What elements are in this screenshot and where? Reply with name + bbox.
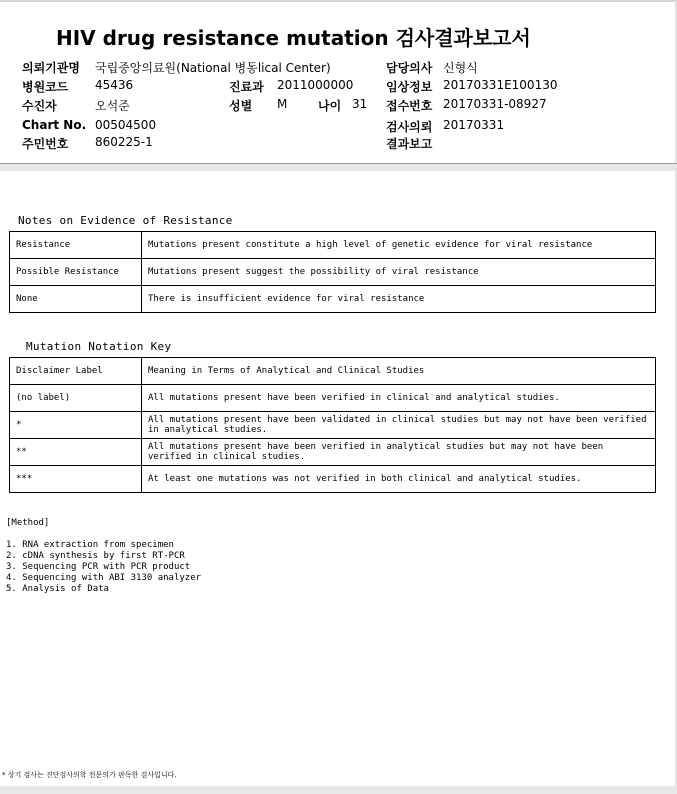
evidence-term: Resistance [10,232,142,259]
bottom-band [0,786,677,794]
chart-no-label: Chart No. [22,118,87,132]
hospital-code-label: 병원코드 [22,80,69,94]
receipt-no-value: 20170331-08927 [443,97,547,111]
notation-meaning: All mutations present have been validated in clinical studies but may not have been verified in analytical studies. [142,412,656,439]
method-step: 5. Analysis of Data [6,584,109,594]
table-row [10,286,656,313]
top-border [0,0,677,2]
age-value: 31 [352,97,368,111]
department-label: 진료과 [229,80,264,94]
patient-value: 오석준 [95,99,130,113]
evidence-term: Possible Resistance [10,259,142,286]
notation-meaning: All mutations present have been verified in clinical and analytical studies. [142,385,656,412]
table-row [10,385,656,412]
table-row [10,466,656,493]
footnote: * 상기 검사는 진단검사의학 전문의가 판독한 검사입니다. [2,771,177,779]
table-row [10,358,656,385]
clinical-info-value: 20170331E100130 [443,78,558,92]
patient-label: 수진자 [22,99,57,113]
evidence-desc: Mutations present constitute a high level of genetic evidence for viral resistance [142,232,656,259]
table-row [10,232,656,259]
sex-label: 성별 [229,99,253,113]
resident-no-value: 860225-1 [95,135,153,149]
notation-meaning: At least one mutations was not verified in both clinical and analytical studies. [142,466,656,493]
department-value: 2011000000 [277,78,354,92]
clinical-info-label: 임상정보 [386,80,433,94]
table-row [10,439,656,466]
notation-label: ** [10,439,142,466]
evidence-desc: There is insufficient evidence for viral resistance [142,286,656,313]
table-row [10,259,656,286]
notation-meaning: Meaning in Terms of Analytical and Clinical Studies [142,358,656,385]
notation-label: * [10,412,142,439]
evidence-table [9,231,656,313]
hospital-code-value: 45436 [95,78,134,92]
age-label: 나이 [318,99,342,113]
doctor-value: 신형식 [443,61,478,75]
receipt-no-label: 접수번호 [386,99,433,113]
institution-label: 의뢰기관명 [22,61,80,75]
sex-value: M [277,97,288,111]
doctor-label: 담당의사 [386,61,433,75]
method-step: 3. Sequencing PCR with PCR product [6,562,191,572]
chart-no-value: 00504500 [95,118,157,132]
table-row [10,412,656,439]
notation-title: Mutation Notation Key [26,340,172,353]
evidence-title: Notes on Evidence of Resistance [18,214,233,227]
evidence-desc: Mutations present suggest the possibility of viral resistance [142,259,656,286]
resident-no-label: 주민번호 [22,137,69,151]
report-title: HIV drug resistance mutation 검사결과보고서 [56,26,531,50]
notation-meaning: All mutations present have been verified in analytical studies but may not have been verified in clinical studies. [142,439,656,466]
institution-value: 국립중앙의료원(National 병동lical Center) [95,61,331,75]
notation-label: (no label) [10,385,142,412]
request-date-value: 20170331 [443,118,505,132]
request-date-label: 검사의뢰 [386,120,433,134]
method-step: 2. cDNA synthesis by first RT-PCR [6,551,185,561]
header-band [0,164,677,171]
method-steps [6,540,201,595]
notation-label: *** [10,466,142,493]
method-heading: [Method] [6,518,50,528]
method-step: 1. RNA extraction from specimen [6,540,174,550]
evidence-term: None [10,286,142,313]
result-report-label: 결과보고 [386,137,433,151]
method-step: 4. Sequencing with ABI 3130 analyzer [6,573,202,583]
notation-table [9,357,656,493]
notation-label: Disclaimer Label [10,358,142,385]
